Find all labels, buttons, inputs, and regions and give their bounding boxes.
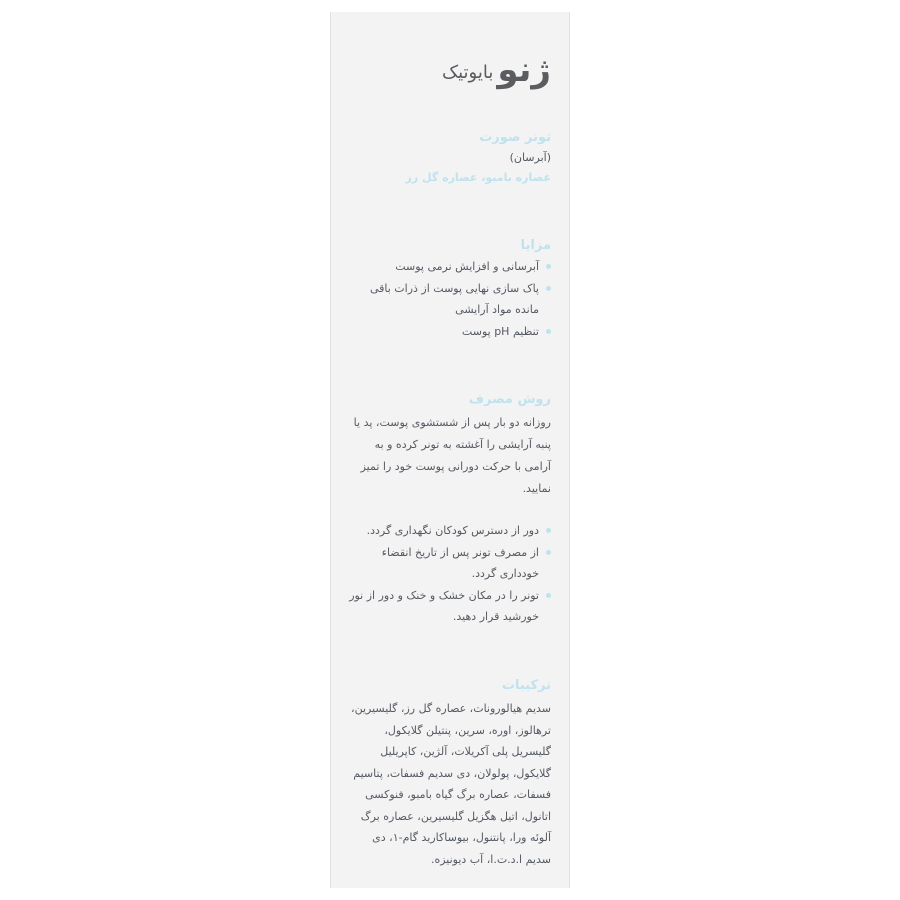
label-content — [345, 12, 551, 888]
usage-text: روزانه دو بار پس از شستشوی پوست، پد یا پنبه آرایشی را آغشته به تونر کرده و به آرامی با حرکت دورانی پوست خود را تمیز نمایید. — [353, 416, 551, 495]
benefit-item: تنظیم pH پوست — [345, 321, 551, 343]
ingredients-text: سدیم هیالورونات، عصاره گل رز، گلیسیرین، ترهالوز، اوره، سرین، پنتیلن گلایکول، گلیسریل پلی آکریلات، آلژین، کاپریلیل گلایکول، پولولان، دی سدیم فسفات، پتاسیم فسفات، عصاره برگ گیاه بامبو، فنوکسی اتانول، اتیل هگزیل گلیسیرین، عصاره برگ آلوئه ورا، پانتنول، بیوساکارید گام-۱، دی سدیم ا.د.ت.ا، آب دیونیزه. — [351, 702, 551, 866]
ingredients-section — [345, 676, 551, 870]
brand-logo — [442, 46, 551, 90]
benefit-item: آبرسانی و افزایش نرمی پوست — [345, 256, 551, 278]
product-extracts: عصاره بامبو، عصاره گل رز — [405, 171, 551, 184]
benefits-section — [345, 236, 551, 342]
benefits-heading: مزایا — [520, 238, 551, 253]
product-title: تونر صورت — [479, 130, 551, 145]
usage-section — [345, 390, 551, 500]
usage-heading: روش مصرف — [468, 392, 551, 407]
product-label-panel — [330, 12, 570, 888]
brand-line: بایوتیک — [441, 62, 494, 83]
bullet-icon — [546, 329, 551, 334]
warning-item: از مصرف تونر پس از تاریخ انقضاء خودداری گردد. — [345, 542, 551, 585]
benefit-item: پاک سازی نهایی پوست از ذرات باقی مانده مواد آرایشی — [345, 278, 551, 321]
ingredients-heading: ترکیبات — [501, 678, 551, 693]
bullet-icon — [546, 550, 551, 555]
warning-item: تونر را در مکان خشک و خنک و دور از نور خورشید قرار دهید. — [345, 585, 551, 628]
bullet-icon — [546, 286, 551, 291]
bullet-icon — [546, 593, 551, 598]
warnings-section — [345, 520, 551, 628]
bullet-icon — [546, 528, 551, 533]
product-info — [345, 128, 551, 188]
product-subtitle: (آبرسان) — [509, 151, 551, 164]
warnings-list — [345, 520, 551, 628]
brand-name: ژنو — [497, 50, 551, 90]
warning-item: دور از دسترس کودکان نگهداری گردد. — [345, 520, 551, 542]
bullet-icon — [546, 264, 551, 269]
benefits-list — [345, 256, 551, 342]
